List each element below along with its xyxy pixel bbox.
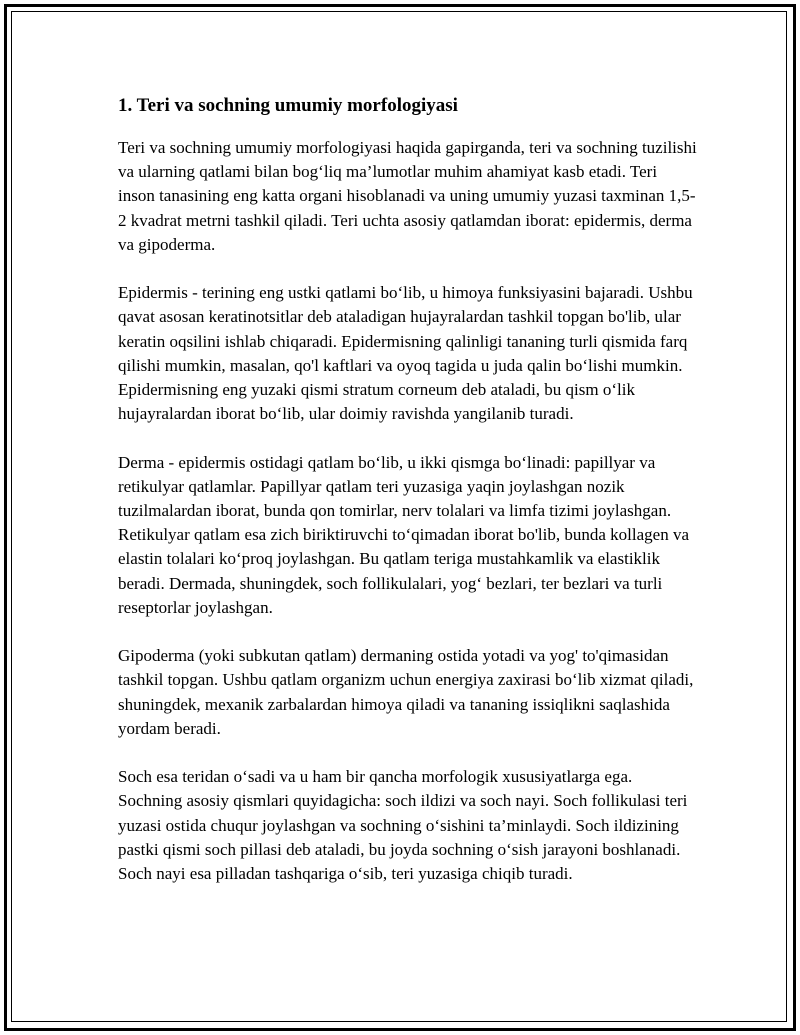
paragraph-intro: Teri va sochning umumiy morfologiyasi haqida gapirganda, teri va sochning tuzilishi va ularning qatlami bilan bog‘liq ma’lumotlar muhim ahamiyat kasb etadi. Teri inson tanasining eng katta organi hisoblanadi va uning umumiy yuzasi taxminan 1,5-2 kvadrat metrni tashkil qiladi. Teri uchta asosiy qatlamdan iborat: epidermis, derma va gipoderma. — [118, 138, 697, 254]
paragraph-derma: Derma - epidermis ostidagi qatlam bo‘lib, u ikki qismga bo‘linadi: papillyar va retikulyar qatlamlar. Papillyar qatlam teri yuzasiga yaqin joylashgan nozik tuzilmalardan iborat, bunda qon tomirlar, nerv tolalari va limfa tizimi joylashgan. Retikulyar qatlam esa zich biriktiruvchi to‘qimadan iborat bo'lib, bunda kollagen va elastin tolalari ko‘proq joylashgan. Bu qatlam teriga mustahkamlik va elastiklik beradi. Dermada, shuningdek, soch follikulalari, yog‘ bezlari, ter bezlari va turli reseptorlar joylashgan. — [118, 452, 689, 617]
paragraph-epidermis: Epidermis - terining eng ustki qatlami bo‘lib, u himoya funksiyasini bajaradi. Ushbu qavat asosan keratinotsitlar deb ataladigan hujayralardan tashkil topgan bo'lib, ular keratin oqsilini ishlab chiqaradi. Epidermisning qalinligi tananing turli qismida farq qilishi mumkin, masalan, qo'l kaftlari va oyoq tagida u juda qalin bo‘lishi mumkin. Epidermisning eng yuzaki qismi stratum corneum deb ataladi, bu qism o‘lik hujayralardan iborat bo‘lib, ular doimiy ravishda yangilanib turadi. — [118, 283, 693, 424]
paragraph-gipoderma: Gipoderma (yoki subkutan qatlam) dermaning ostida yotadi va yog' to'qimasidan tashkil topgan. Ushbu qatlam organizm uchun energiya zaxirasi bo‘lib xizmat qiladi, shuningdek, mexanik zarbalardan himoya qiladi va tananing issiqlikni saqlashida yordam beradi. — [118, 646, 694, 738]
section-heading: 1. Teri va sochning umumiy morfologiyasi — [118, 95, 458, 116]
document-body — [118, 93, 698, 910]
paragraph-soch: Soch esa teridan o‘sadi va u ham bir qancha morfologik xususiyatlarga ega. Sochning asosiy qismlari quyidagicha: soch ildizi va soch nayi. Soch follikulasi teri yuzasi ostida chuqur joylashgan va sochning o‘sishini ta’minlaydi. Soch ildizining pastki qismi soch pillasi deb ataladi, bu joyda sochning o‘sish jarayoni boshlanadi. Soch nayi esa pilladan tashqariga o‘sib, teri yuzasiga chiqib turadi. — [118, 767, 688, 884]
